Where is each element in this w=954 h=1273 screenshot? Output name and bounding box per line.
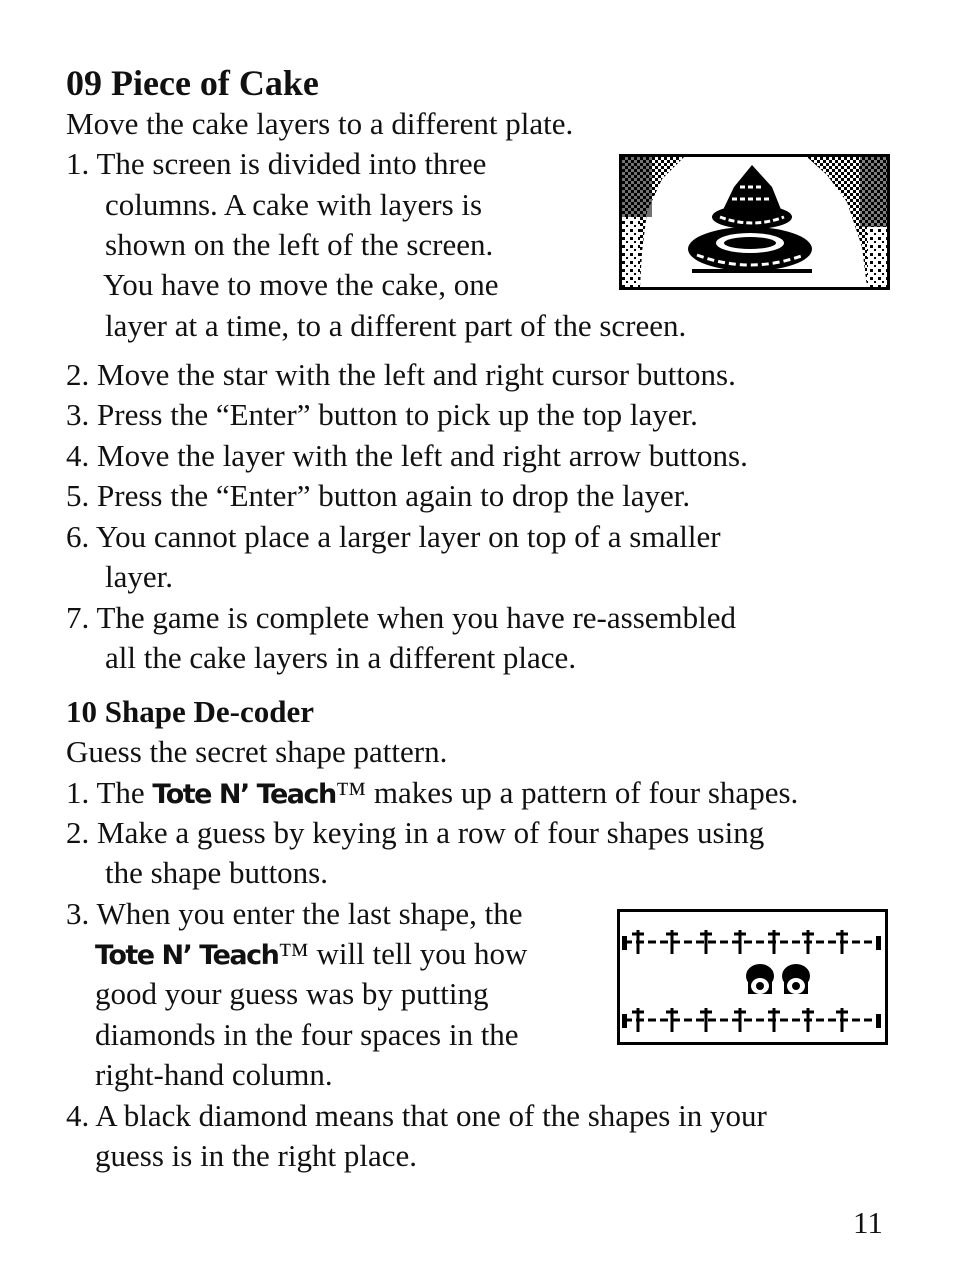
shape-decoder-screen-illustration (617, 909, 888, 1045)
step-line: the shape buttons. (105, 855, 328, 890)
step-line (66, 775, 798, 811)
step-line: layer. (105, 559, 173, 594)
step-line: 1. The screen is divided into three (66, 146, 487, 181)
brand-name: Tote N’ Teach (95, 940, 279, 971)
step-line: all the cake layers in a different place. (105, 640, 577, 675)
step-line: 5. Press the “Enter” button again to drop the layer. (66, 478, 691, 513)
step-line: 2. Make a guess by keying in a row of four shapes using (66, 815, 765, 850)
step-line: 6. You cannot place a larger layer on top of a smaller (66, 519, 721, 554)
step-line: good your guess was by putting (95, 976, 489, 1011)
trademark: ™ (278, 936, 309, 971)
step-line: 4. Move the layer with the left and right arrow buttons. (66, 438, 748, 473)
step-line: 3. When you enter the last shape, the (66, 896, 523, 931)
page-number: 11 (853, 1205, 883, 1240)
step-line: columns. A cake with layers is (105, 187, 483, 222)
step-line: You have to move the cake, one (103, 267, 499, 302)
section-intro: Guess the secret shape pattern. (66, 734, 448, 769)
section-title-piece-of-cake: 09 Piece of Cake (66, 63, 319, 103)
step-line: 3. Press the “Enter” button to pick up the top layer. (66, 397, 698, 432)
step-line: right-hand column. (95, 1057, 333, 1092)
step-line: guess is in the right place. (95, 1138, 417, 1173)
step-prefix: 1. The (66, 775, 153, 810)
trademark: ™ (335, 775, 367, 810)
step-line: shown on the left of the screen. (105, 227, 494, 262)
step-line: diamonds in the four spaces in the (95, 1017, 519, 1052)
section-intro: Move the cake layers to a different plate. (66, 106, 574, 141)
step-line: 2. Move the star with the left and right cursor buttons. (66, 357, 736, 392)
step-line: 7. The game is complete when you have re-assembled (66, 600, 737, 635)
step-line: 4. A black diamond means that one of the shapes in your (66, 1098, 767, 1133)
step-suffix: makes up a pattern of four shapes. (366, 775, 799, 810)
cake-game-screen-illustration (619, 154, 890, 290)
section-title-shape-decoder: 10 Shape De-coder (66, 694, 314, 729)
step-suffix: will tell you how (308, 936, 528, 971)
brand-name: Tote N’ Teach (152, 779, 336, 810)
step-line (95, 936, 527, 972)
step-line: layer at a time, to a different part of the screen. (105, 308, 687, 343)
